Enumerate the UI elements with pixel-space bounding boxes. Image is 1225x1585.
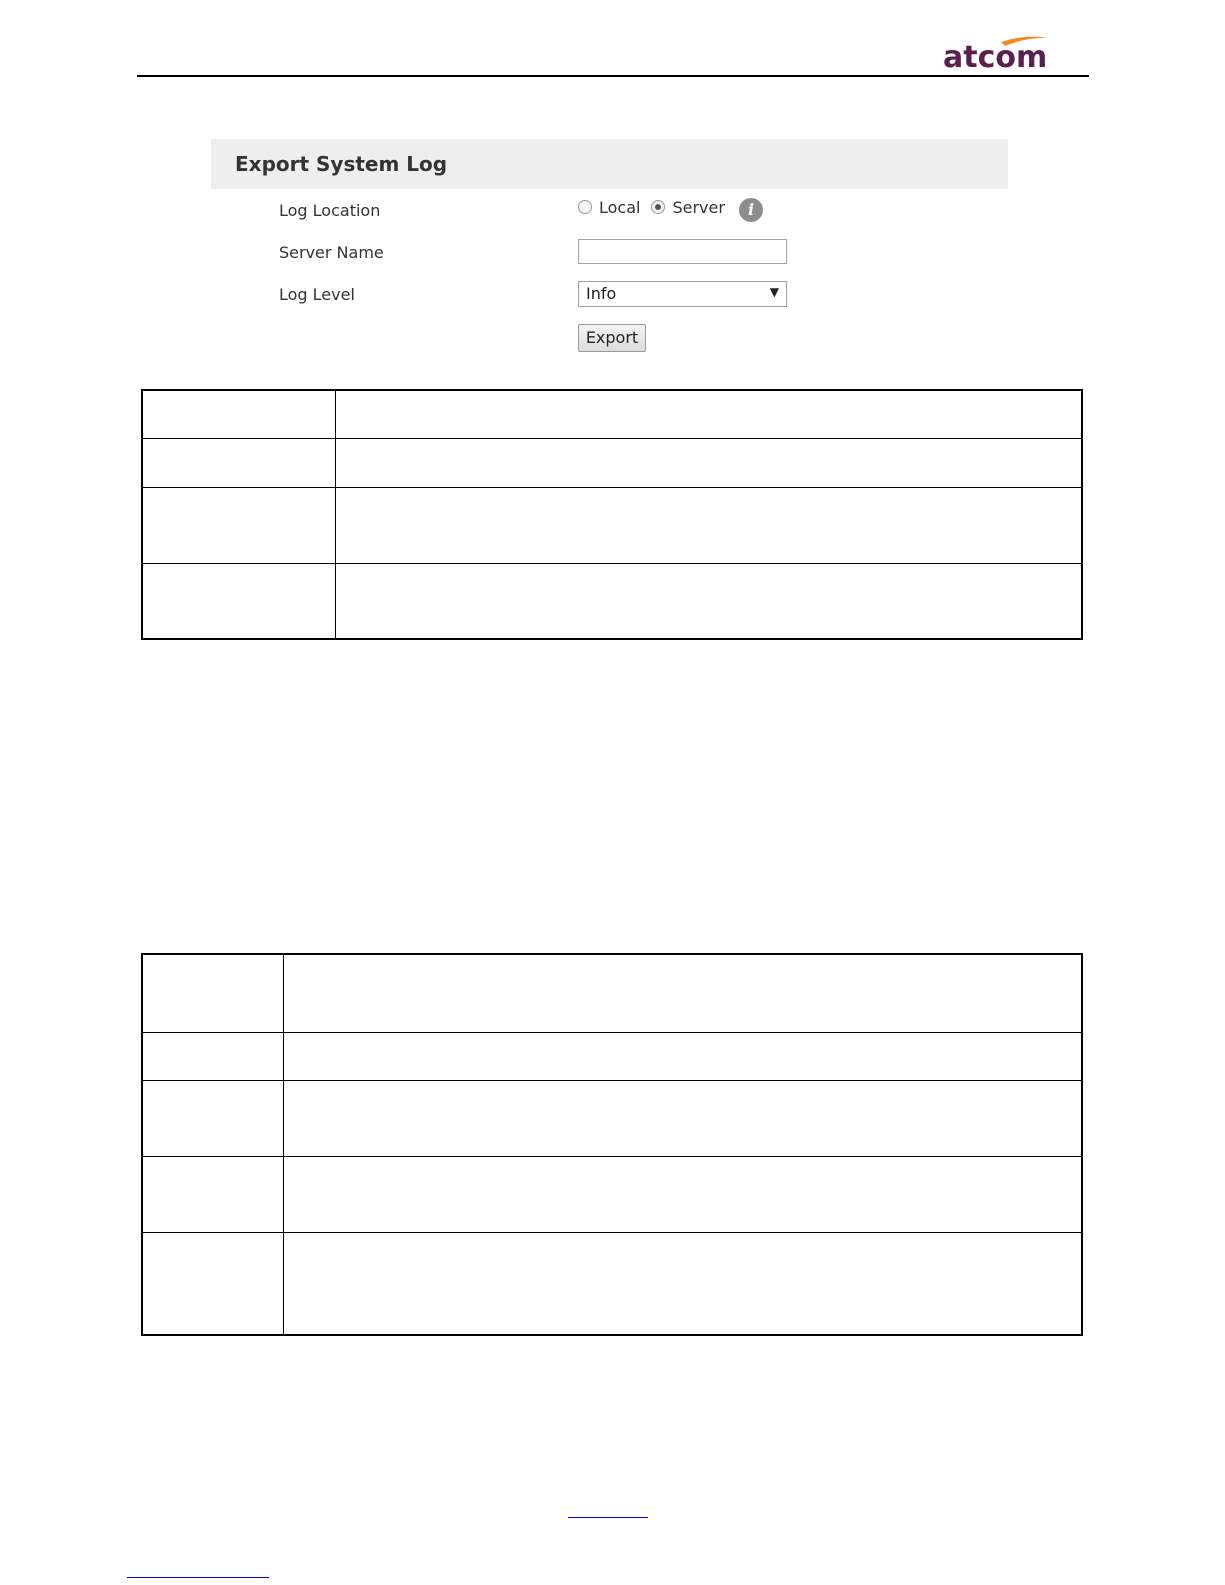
table-cell: [142, 1156, 283, 1232]
table-cell: [335, 563, 1082, 639]
radio-local[interactable]: [578, 200, 592, 214]
server-name-label: Server Name: [279, 243, 384, 262]
info-icon[interactable]: i: [739, 198, 763, 222]
table-cell: [142, 438, 335, 487]
export-system-log-panel: [211, 139, 1008, 361]
export-button[interactable]: Export: [578, 324, 646, 352]
table-cell: [142, 563, 335, 639]
log-level-select[interactable]: [578, 281, 787, 307]
table-row: [142, 487, 1082, 563]
table-row: [142, 438, 1082, 487]
table-cell: [142, 1232, 283, 1335]
server-name-input[interactable]: [578, 239, 787, 264]
table-cell: [142, 390, 335, 438]
table-cell: [283, 1156, 1082, 1232]
table-row: [142, 563, 1082, 639]
parameter-table-1: [141, 389, 1083, 640]
table-cell: [335, 487, 1082, 563]
radio-server-label: Server: [672, 197, 725, 217]
table-cell: [142, 1032, 283, 1080]
header-divider: [137, 75, 1089, 77]
log-level-label: Log Level: [279, 285, 355, 304]
table-row: [142, 954, 1082, 1032]
svg-text:atcom: atcom: [943, 40, 1048, 74]
table-cell: [142, 954, 283, 1032]
log-location-label: Log Location: [279, 201, 381, 220]
atcom-logo: [943, 34, 1063, 74]
table-row: [142, 1156, 1082, 1232]
table-row: [142, 1232, 1082, 1335]
table-cell: [335, 438, 1082, 487]
footer-link[interactable]: [568, 1517, 648, 1518]
table-cell: [283, 1232, 1082, 1335]
radio-server[interactable]: [651, 200, 665, 214]
parameter-table-2: [141, 953, 1083, 1336]
table-cell: [335, 390, 1082, 438]
table-cell: [142, 487, 335, 563]
log-level-selected-value: Info: [586, 284, 617, 303]
table-row: [142, 1032, 1082, 1080]
atcom-logo-graphic: [943, 34, 1063, 74]
log-location-radio-group: [578, 195, 736, 219]
table-cell: [283, 1080, 1082, 1156]
footer-left-link[interactable]: [127, 1577, 269, 1578]
table-row: [142, 390, 1082, 438]
panel-title: Export System Log: [235, 152, 448, 176]
table-cell: [283, 954, 1082, 1032]
radio-local-label: Local: [599, 197, 641, 217]
chevron-down-icon: ▼: [769, 285, 779, 299]
table-cell: [283, 1032, 1082, 1080]
table-row: [142, 1080, 1082, 1156]
table-cell: [142, 1080, 283, 1156]
panel-title-bar: [211, 139, 1008, 189]
